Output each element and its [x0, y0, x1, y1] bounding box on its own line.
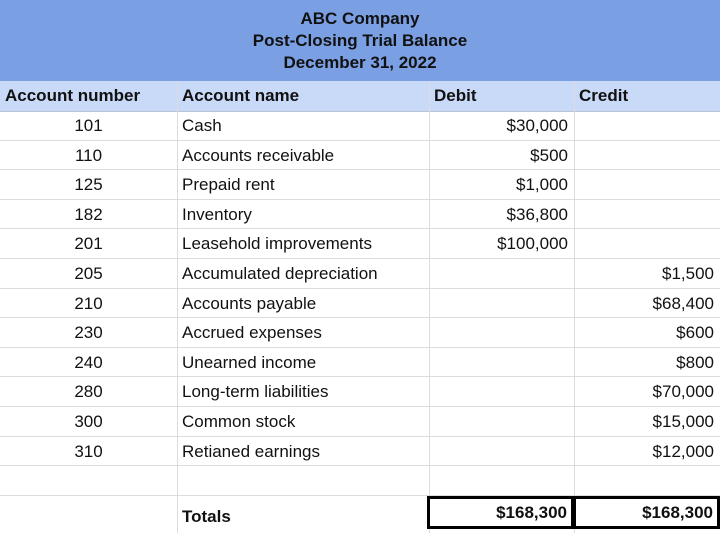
credit-cell[interactable]: $70,000 — [652, 382, 714, 402]
account-name-cell[interactable]: Common stock — [182, 411, 296, 431]
table-row — [0, 289, 720, 319]
header-account-name[interactable]: Account name — [182, 86, 300, 105]
account-name-cell[interactable]: Unearned income — [182, 352, 317, 372]
debit-cell[interactable] — [429, 259, 574, 288]
account-number-cell[interactable]: 230 — [74, 323, 103, 343]
table-row — [0, 200, 720, 230]
debit-cell[interactable] — [429, 466, 574, 495]
title-block — [0, 0, 720, 82]
account-name-cell[interactable]: Leasehold improvements — [182, 234, 372, 254]
table-row — [0, 229, 720, 259]
account-number-cell[interactable]: 110 — [74, 145, 103, 165]
debit-cell[interactable]: $36,800 — [506, 204, 568, 224]
table-row — [0, 318, 720, 348]
account-name-cell[interactable]: Cash — [182, 116, 222, 135]
account-name-cell[interactable]: Accumulated depreciation — [182, 263, 378, 283]
account-number-cell[interactable]: 201 — [74, 234, 103, 254]
totals-row — [0, 496, 720, 533]
account-name-cell[interactable]: Accrued expenses — [182, 323, 322, 343]
column-header-row — [0, 81, 720, 112]
account-number-cell[interactable]: 205 — [74, 263, 103, 283]
credit-cell[interactable] — [574, 466, 720, 495]
table-row — [0, 170, 720, 200]
account-number-cell[interactable]: 310 — [74, 441, 103, 461]
table-row — [0, 466, 720, 496]
debit-cell[interactable]: $500 — [530, 145, 568, 165]
account-name-cell[interactable]: Inventory — [182, 204, 252, 224]
table-row — [0, 437, 720, 467]
debit-cell[interactable] — [429, 289, 574, 318]
table-row — [0, 377, 720, 407]
credit-cell[interactable] — [574, 111, 720, 140]
account-number-cell[interactable]: 240 — [74, 352, 103, 372]
account-name-cell[interactable]: Accounts receivable — [182, 145, 335, 165]
account-number-cell[interactable]: 210 — [74, 293, 103, 313]
debit-cell[interactable] — [429, 377, 574, 406]
total-debit[interactable]: $168,300 — [427, 496, 574, 529]
account-number-cell[interactable]: 280 — [74, 382, 103, 402]
credit-cell[interactable]: $68,400 — [652, 293, 714, 313]
debit-cell[interactable]: $1,000 — [516, 175, 568, 195]
account-number-cell[interactable]: 101 — [74, 116, 103, 135]
credit-cell[interactable]: $800 — [676, 352, 714, 372]
debit-cell[interactable] — [429, 437, 574, 466]
report-title: Post-Closing Trial Balance — [252, 30, 468, 50]
company-name: ABC Company — [300, 8, 420, 28]
table-row — [0, 407, 720, 437]
debit-cell[interactable] — [429, 318, 574, 347]
credit-cell[interactable]: $1,500 — [662, 263, 714, 283]
account-number-cell[interactable]: 300 — [74, 411, 103, 431]
total-credit[interactable]: $168,300 — [574, 496, 720, 529]
account-name-cell[interactable]: Long-term liabilities — [182, 382, 329, 402]
debit-cell[interactable] — [429, 407, 574, 436]
debit-cell[interactable]: $100,000 — [497, 234, 568, 254]
account-name-cell[interactable]: Accounts payable — [182, 293, 317, 313]
header-credit[interactable]: Credit — [579, 86, 629, 105]
report-date: December 31, 2022 — [283, 52, 437, 72]
debit-cell[interactable]: $30,000 — [506, 116, 568, 135]
credit-cell[interactable] — [574, 200, 720, 229]
credit-cell[interactable] — [574, 229, 720, 258]
table-row — [0, 259, 720, 289]
account-number-cell[interactable]: 125 — [74, 175, 103, 195]
table-row — [0, 111, 720, 141]
credit-cell[interactable]: $600 — [676, 323, 714, 343]
credit-cell[interactable] — [574, 141, 720, 170]
account-name-cell[interactable]: Retianed earnings — [182, 441, 320, 461]
table-row — [0, 348, 720, 378]
credit-cell[interactable] — [574, 170, 720, 199]
totals-label[interactable]: Totals — [182, 507, 231, 526]
credit-cell[interactable]: $12,000 — [652, 441, 714, 461]
account-number-cell[interactable]: 182 — [74, 204, 103, 224]
account-number-cell[interactable] — [0, 466, 177, 495]
table-body — [0, 111, 720, 496]
debit-cell[interactable] — [429, 348, 574, 377]
account-name-cell[interactable] — [177, 466, 429, 495]
credit-cell[interactable]: $15,000 — [652, 411, 714, 431]
table-row — [0, 141, 720, 171]
account-name-cell[interactable]: Prepaid rent — [182, 175, 275, 195]
header-account-number[interactable]: Account number — [5, 86, 141, 105]
header-debit[interactable]: Debit — [434, 86, 477, 105]
